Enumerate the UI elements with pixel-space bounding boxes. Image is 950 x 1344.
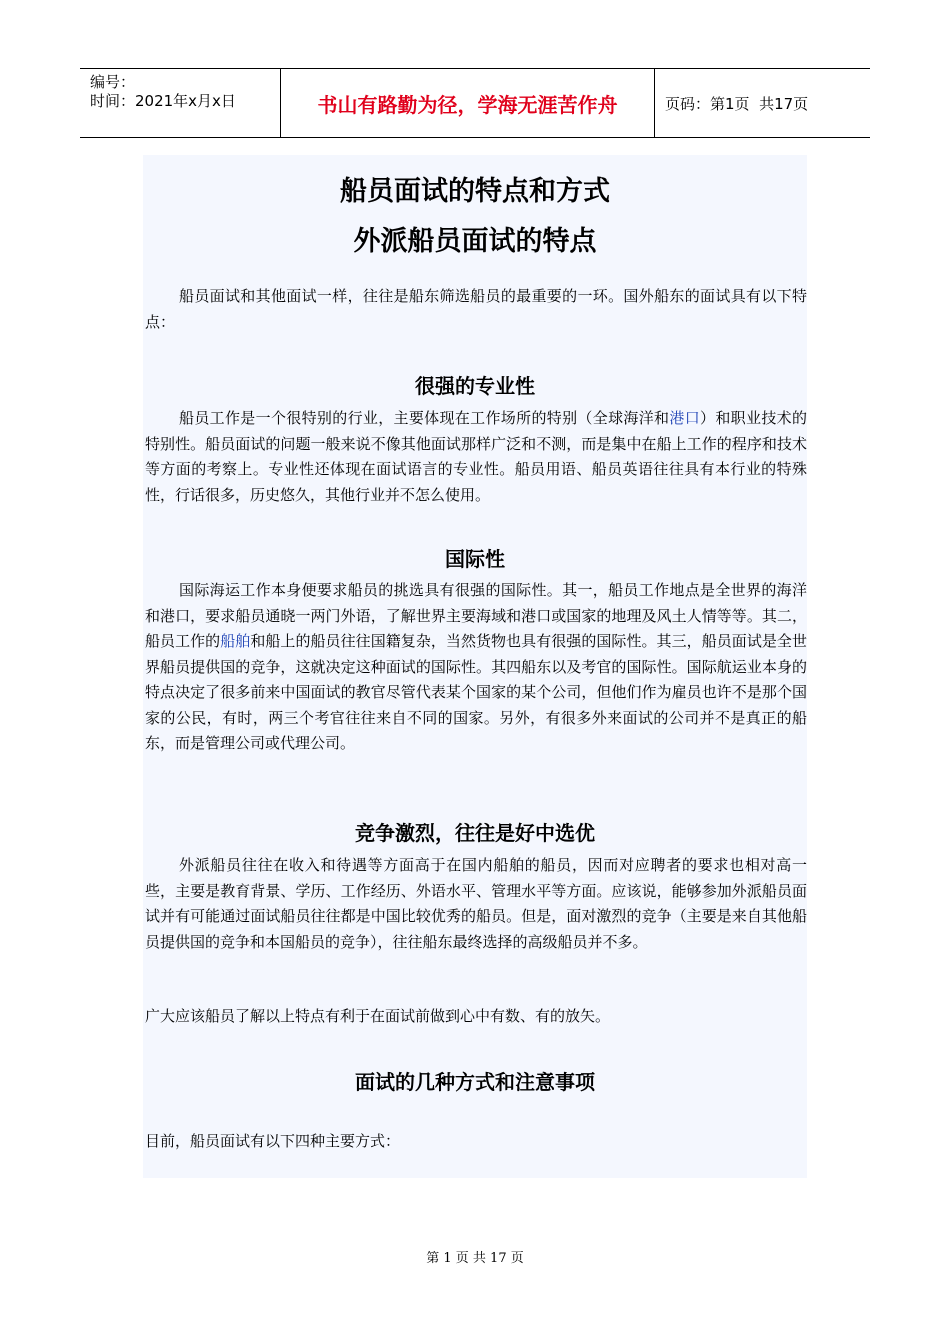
paragraph-text: ）和职业技术的特别性。船员面试的问题一般来说不像其他面试那样广泛和不测，而是集中在船上工作的程序和技术等方面的考察上。专业性还体现在面试语言的专业性。船员用语、船员英语往往具有本行业的特殊性，行话很多，历史悠久，其他行业并不怎么使用。	[145, 409, 807, 504]
conclusion-paragraph: 广大应该船员了解以上特点有利于在面试前做到心中有数、有的放矢。	[145, 1007, 611, 1025]
section-paragraph-professional	[145, 406, 807, 508]
header-page-info	[655, 69, 870, 137]
section-heading-competition: 竞争激烈，往往是好中选优	[355, 821, 595, 845]
header-motto: 书山有路勤为径，学海无涯苦作舟	[281, 69, 655, 137]
port-link[interactable]: 港口	[669, 409, 701, 427]
page-info-text: 页码：第1页 共17页	[665, 94, 809, 113]
methods-intro-paragraph: 目前，船员面试有以下四种主要方式：	[145, 1132, 401, 1150]
section-paragraph-international	[145, 578, 807, 757]
paragraph-text: 国际海运工作本身便要求船员的挑选具有很强的国际性。其一，船员工作地点是全世界的海洋和港口，要求船员通晓一两门外语，了解世界主要海域和港口或国家的地理及风土人情等等。其二，船员工作的	[145, 581, 807, 650]
section-heading-methods: 面试的几种方式和注意事项	[355, 1070, 595, 1094]
header-meta	[80, 69, 281, 137]
page-subtitle: 外派船员面试的特点	[353, 226, 597, 257]
number-label: 编号：	[90, 73, 136, 91]
page-footer: 第 1 页 共 17 页	[426, 1251, 524, 1266]
paragraph-text: 和船上的船员往往国籍复杂，当然货物也具有很强的国际性。其三，船员面试是全世界船员提供国的竞争，这就决定这种面试的国际性。其四船东以及考官的国际性。国际航运业本身的特点决定了很多前来中国面试的教官尽管代表某个国家的某个公司，但他们作为雇员也许不是那个国家的公民，有时，两三个考官往往来自不同的国家。另外，有很多外来面试的公司并不是真正的船东，而是管理公司或代理公司。	[145, 632, 807, 752]
section-paragraph-competition: 外派船员往往在收入和待遇等方面高于在国内船舶的船员，因而对应聘者的要求也相对高一些，主要是教育背景、学历、工作经历、外语水平、管理水平等方面。应该说，能够参加外派船员面试并有可能通过面试船员往往都是中国比较优秀的船员。但是，面对激烈的竞争（主要是来自其他船员提供国的竞争和本国船员的竞争），往往船东最终选择的高级船员并不多。	[145, 856, 807, 951]
document-header	[80, 68, 870, 138]
time-label: 时间：2021年x月x日	[90, 92, 236, 110]
section-heading-international: 国际性	[445, 547, 505, 571]
ship-link[interactable]: 船舶	[220, 632, 251, 650]
section-heading-professional: 很强的专业性	[415, 374, 535, 398]
intro-paragraph: 船员面试和其他面试一样，往往是船东筛选船员的最重要的一环。国外船东的面试具有以下特点：	[145, 287, 807, 331]
paragraph-text: 船员工作是一个很特别的行业，主要体现在工作场所的特别（全球海洋和	[179, 409, 670, 427]
page-title: 船员面试的特点和方式	[340, 176, 610, 207]
